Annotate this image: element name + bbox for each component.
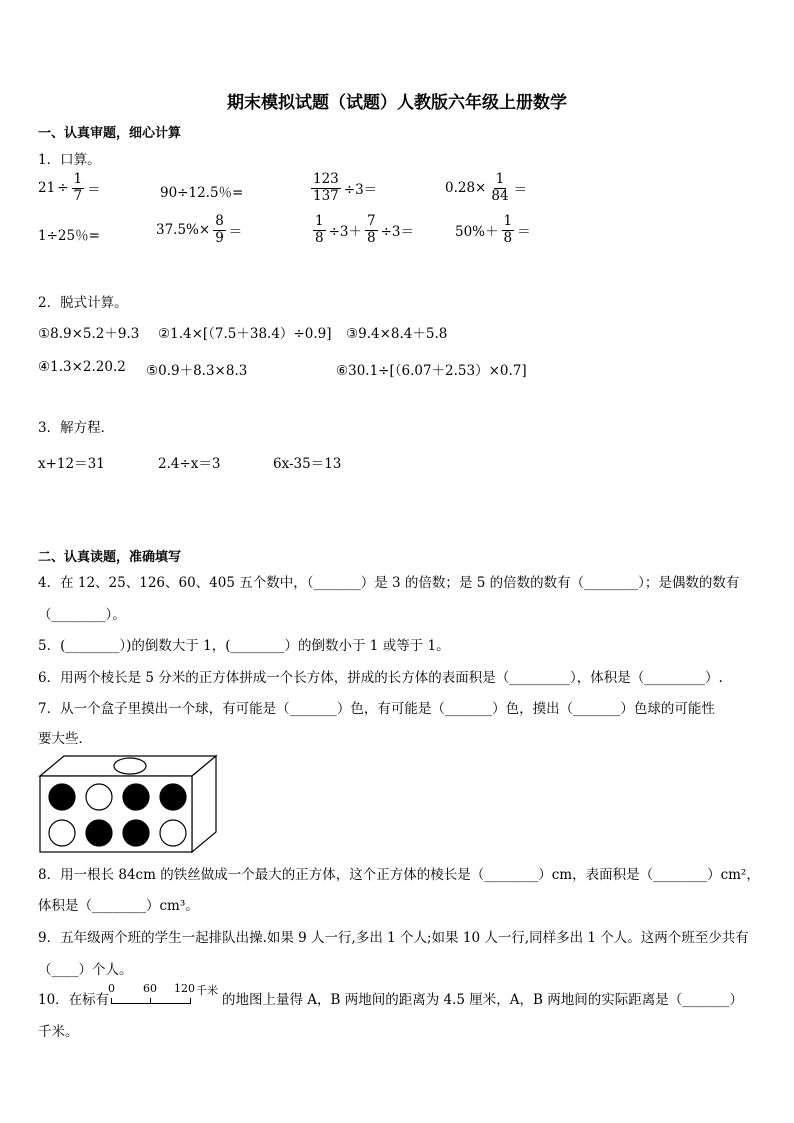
q1-r2-b: 37.5%× $\frac{8}{9}$ ＝ — [156, 213, 243, 246]
q1-r1-b: 90÷12.5％= — [160, 185, 244, 201]
q2-item-2: ②1.4×[（7.5＋38.4）÷0.9] — [158, 326, 332, 342]
q7-line1: 7．从一个盒子里摸出一个球，有可能是（_______）色，有可能是（_______）色，摸出（_______）色球的可能性 — [38, 701, 715, 717]
q1-r2-c: $\frac{1}{8}$ ÷3＋ $\frac{7}{8}$ ÷3＝ — [315, 213, 414, 246]
section1-heading: 一、认真审题，细心计算 — [38, 126, 182, 141]
page-title: 期末模拟试题（试题）人教版六年级上册数学 — [227, 93, 567, 113]
black-ball — [49, 784, 75, 810]
q1-label: 1．口算。 — [38, 152, 101, 168]
q1-r1-a: 21 ÷ $\frac{1}{7}$ ＝ — [38, 171, 101, 204]
scale-tick-0: 0 — [108, 982, 115, 995]
scale-line — [111, 998, 191, 1004]
q2-item-3: ③9.4×8.4＋5.8 — [346, 326, 448, 342]
q10-post: 的地图上量得 A，B 两地间的距离为 4.5 厘米，A，B 两地间的实际距离是（_______） — [222, 992, 744, 1008]
q4-line2: （________）。 — [38, 607, 126, 623]
black-ball — [160, 784, 186, 810]
q3-eq-3: 6x-35＝13 — [273, 456, 342, 472]
black-ball — [86, 820, 112, 846]
q1-r1-c: $\frac{123}{137}$ ÷3＝ — [313, 171, 378, 204]
box-opening — [114, 758, 146, 774]
q3-eq-1: x+12＝31 — [38, 456, 105, 472]
q9-line1: 9．五年级两个班的学生一起排队出操.如果 9 人一行,多出 1 个人;如果 10 人一行,同样多出 1 个人。这两个班至少共有 — [38, 930, 749, 946]
q2-item-1: ①8.9×5.2＋9.3 — [38, 326, 140, 342]
scale-mid-tick — [150, 998, 151, 1003]
q9-line2: （____）个人。 — [38, 962, 133, 978]
q8-line2: 体积是（________）cm³。 — [38, 898, 199, 914]
q10-pre: 10．在标有 — [38, 992, 110, 1008]
section2-heading: 二、认真读题，准确填写 — [38, 550, 182, 565]
q1-r2-a: 1÷25％= — [38, 228, 100, 244]
white-ball — [49, 820, 75, 846]
q1-r2-d: 50%＋ $\frac{1}{8}$ ＝ — [455, 213, 531, 246]
map-scale-bar — [108, 982, 220, 1008]
scale-unit: 千米 — [196, 984, 218, 997]
q2-item-4: ④1.3×2.20.2 — [38, 359, 126, 375]
q2-item-6: ⑥30.1÷[（6.07＋2.53）×0.7] — [336, 363, 527, 379]
q3-eq-2: 2.4÷x＝3 — [158, 456, 221, 472]
white-ball — [160, 820, 186, 846]
white-ball — [86, 784, 112, 810]
q7-line2: 要大些． — [38, 731, 92, 747]
q8-line1: 8．用一根长 84cm 的铁丝做成一个最大的正方体，这个正方体的棱长是（________）cm，表面积是（________）cm²， — [38, 867, 760, 883]
q10-line2: 千米。 — [38, 1024, 79, 1040]
q2-label: 2．脱式计算。 — [38, 295, 128, 311]
q6: 6．用两个棱长是 5 分米的正方体拼成一个长方体，拼成的长方体的表面积是（_________），体积是（_________）. — [38, 670, 723, 686]
black-ball — [123, 784, 149, 810]
q1-r1-d: 0.28× $\frac{1}{84}$ ＝ — [445, 171, 528, 204]
scale-tick-120: 120 — [174, 982, 195, 995]
q5: 5．(________）)的倒数大于 1，(________）的倒数小于 1 或等于 1。 — [38, 638, 450, 654]
q2-item-5: ⑤0.9＋8.3×8.3 — [146, 363, 248, 379]
scale-tick-60: 60 — [143, 982, 157, 995]
q3-label: 3．解方程． — [38, 420, 115, 436]
ball-box-figure — [36, 752, 222, 856]
q4-line1: 4．在 12、25、126、60、405 五个数中，（_______）是 3 的倍数；是 5 的倍数的数有（________）；是偶数的数有 — [38, 575, 740, 591]
black-ball — [123, 820, 149, 846]
